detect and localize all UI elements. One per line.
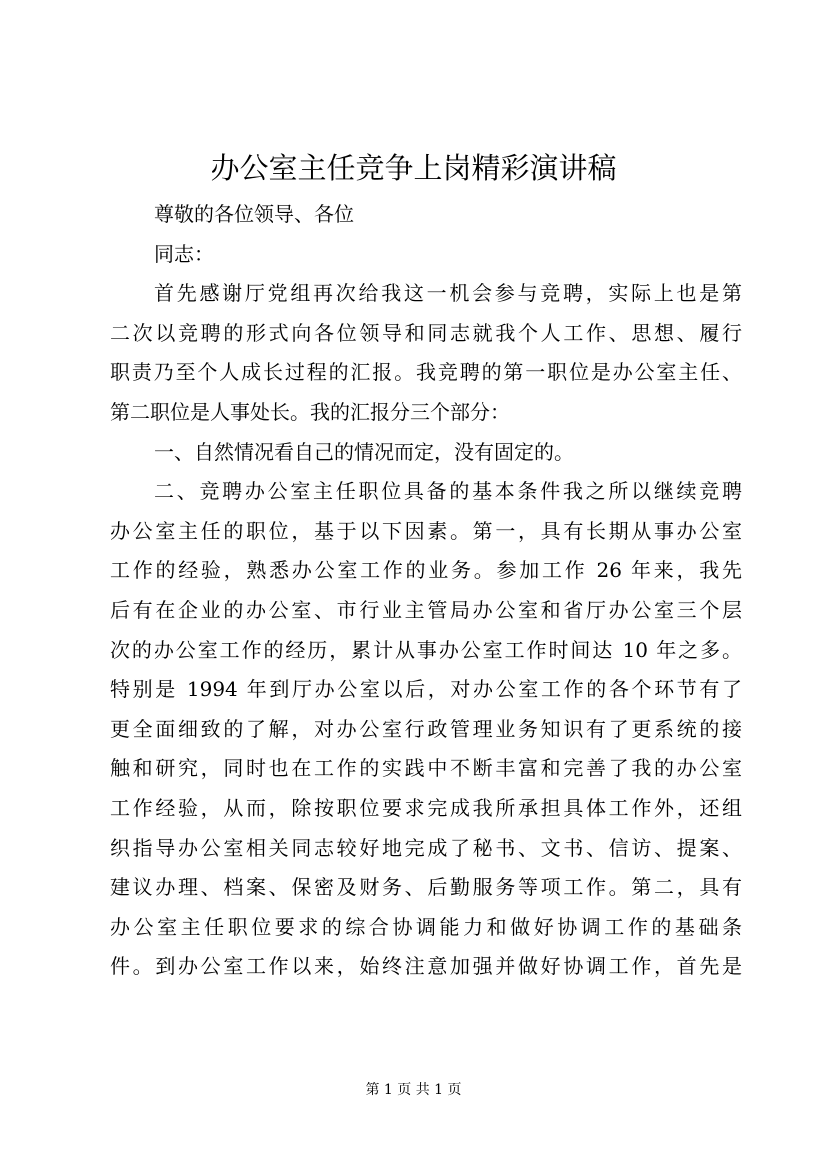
paragraph-line: 一、自然情况看自己的情况而定，没有固定的。 bbox=[154, 439, 574, 464]
paragraph-line: 办公室主任职位要求的综合协调能力和做好协调工作的基础条 bbox=[110, 914, 742, 939]
paragraph-line: 工作的经验，熟悉办公室工作的业务。参加工作 26 年来，我先 bbox=[110, 558, 742, 583]
paragraph-line: 织指导办公室相关同志较好地完成了秘书、文书、信访、提案、 bbox=[110, 835, 742, 860]
paragraph-line: 后有在企业的办公室、市行业主管局办公室和省厅办公室三个层 bbox=[110, 597, 742, 622]
paragraph-line: 二、竞聘办公室主任职位具备的基本条件我之所以继续竞聘 bbox=[154, 479, 742, 504]
paragraph-line: 职责乃至个人成长过程的汇报。我竞聘的第一职位是办公室主任、 bbox=[110, 360, 742, 385]
paragraph-line: 特别是 1994 年到厅办公室以后，对办公室工作的各个环节有了 bbox=[110, 677, 742, 702]
paragraph-line: 件。到办公室工作以来，始终注意加强并做好协调工作，首先是 bbox=[110, 954, 742, 979]
salutation-line: 尊敬的各位领导、各位 bbox=[154, 202, 354, 226]
paragraph-line: 次的办公室工作的经历，累计从事办公室工作时间达 10 年之多。 bbox=[110, 637, 742, 662]
salutation-line: 同志： bbox=[154, 241, 214, 266]
paragraph-line: 二次以竞聘的形式向各位领导和同志就我个人工作、思想、履行 bbox=[110, 320, 742, 345]
paragraph-line: 工作经验，从而，除按职位要求完成我所承担具体工作外，还组 bbox=[110, 795, 742, 820]
paragraph-line: 办公室主任的职位，基于以下因素。第一，具有长期从事办公室 bbox=[110, 518, 742, 543]
paragraph-line: 更全面细致的了解，对办公室行政管理业务知识有了更系统的接 bbox=[110, 716, 742, 741]
document-body bbox=[110, 195, 742, 987]
paragraph-line: 建议办理、档案、保密及财务、后勤服务等项工作。第二，具有 bbox=[110, 875, 742, 900]
paragraph-line: 触和研究，同时也在工作的实践中不断丰富和完善了我的办公室 bbox=[110, 756, 742, 781]
paragraph-line: 首先感谢厅党组再次给我这一机会参与竞聘，实际上也是第 bbox=[154, 281, 742, 306]
paragraph-line: 第二职位是人事处长。我的汇报分三个部分： bbox=[110, 399, 510, 424]
page-number-footer: 第 1 页 共 1 页 bbox=[365, 1082, 462, 1098]
page-title: 办公室主任竞争上岗精彩演讲稿 bbox=[210, 151, 617, 185]
